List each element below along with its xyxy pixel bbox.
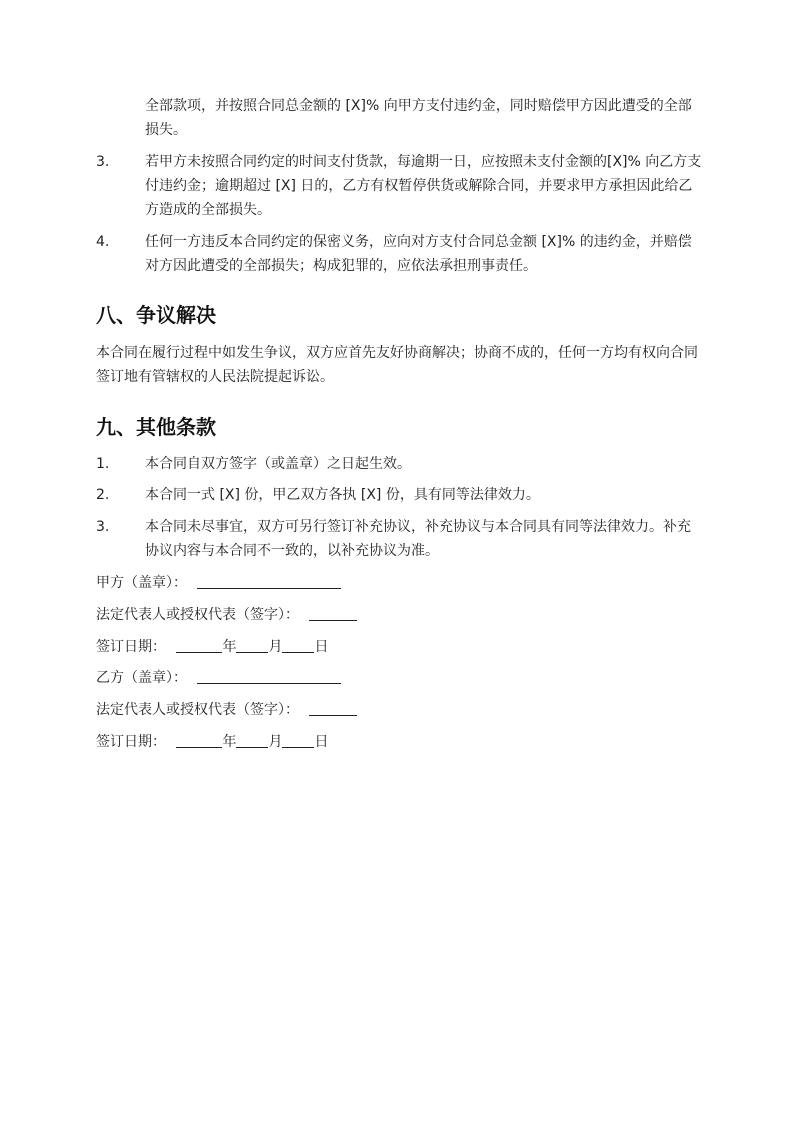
party-a-label: 甲方（盖章）： <box>96 575 187 591</box>
year-blank[interactable] <box>176 731 222 748</box>
month-blank[interactable] <box>236 731 268 748</box>
party-b-seal-blank[interactable] <box>197 667 341 684</box>
dispute-paragraph: 本合同在履行过程中如发生争议，双方应首先友好协商解决；协商不成的，任何一方均有权向合同签订地有管辖权的人民法院提起诉讼。 <box>96 345 698 385</box>
party-b-date-line <box>96 731 328 753</box>
section-heading-dispute: 八、争议解决 <box>96 303 216 327</box>
party-b-label: 乙方（盖章）： <box>96 670 187 686</box>
item-number: 4. <box>96 234 110 250</box>
month-blank[interactable] <box>236 636 268 653</box>
party-a-seal-line <box>96 572 341 594</box>
other-item-2 <box>96 483 702 507</box>
item-text: 若甲方未按照合同约定的时间支付货款，每逾期一日，应按照未支付金额的[X]% 向乙方支付违约金；逾期超过 [X] 日的，乙方有权暂停供货或解除合同，并要求甲方承担因此给乙方造成的全部损失。 <box>145 154 702 218</box>
party-b-signature-blank[interactable] <box>309 699 357 716</box>
item-text: 本合同自双方签字（或盖章）之日起生效。 <box>145 456 411 472</box>
item-text: 本合同一式 [X] 份，甲乙双方各执 [X] 份，具有同等法律效力。 <box>145 487 540 503</box>
year-blank[interactable] <box>176 636 222 653</box>
breach-item-4 <box>96 230 702 278</box>
party-a-signature-blank[interactable] <box>309 604 357 621</box>
party-b-date-label: 签订日期： <box>96 734 166 750</box>
item-number: 3. <box>96 154 110 170</box>
item-text: 任何一方违反本合同约定的保密义务，应向对方支付合同总金额 [X]% 的违约金，并赔偿对方因此遭受的全部损失；构成犯罪的，应依法承担刑事责任。 <box>145 234 692 274</box>
breach-continuation: 全部款项，并按照合同总金额的 [X]% 向甲方支付违约金，同时赔偿甲方因此遭受的全部损失。 <box>145 98 692 138</box>
item-number: 2. <box>96 487 110 503</box>
item-text: 本合同未尽事宜，双方可另行签订补充协议，补充协议与本合同具有同等法律效力。补充协议内容与本合同不一致的，以补充协议为准。 <box>145 519 691 559</box>
party-b-rep-label: 法定代表人或授权代表（签字）： <box>96 702 299 718</box>
month-label: 月 <box>268 734 283 750</box>
party-a-seal-blank[interactable] <box>197 572 341 589</box>
item-number: 1. <box>96 456 110 472</box>
day-label: 日 <box>314 734 329 750</box>
section-heading-other: 九、其他条款 <box>96 415 216 439</box>
year-label: 年 <box>222 639 237 655</box>
day-blank[interactable] <box>282 636 314 653</box>
party-a-representative-line <box>96 604 357 626</box>
party-b-seal-line <box>96 667 341 689</box>
year-label: 年 <box>222 734 237 750</box>
party-b-representative-line <box>96 699 357 721</box>
party-a-date-line <box>96 636 328 658</box>
month-label: 月 <box>268 639 283 655</box>
other-item-3 <box>96 515 702 563</box>
party-a-date-label: 签订日期： <box>96 639 166 655</box>
breach-item-3 <box>96 150 702 222</box>
item-number: 3. <box>96 519 110 535</box>
other-item-1 <box>96 452 702 476</box>
day-blank[interactable] <box>282 731 314 748</box>
day-label: 日 <box>314 639 329 655</box>
party-a-rep-label: 法定代表人或授权代表（签字）： <box>96 607 299 623</box>
